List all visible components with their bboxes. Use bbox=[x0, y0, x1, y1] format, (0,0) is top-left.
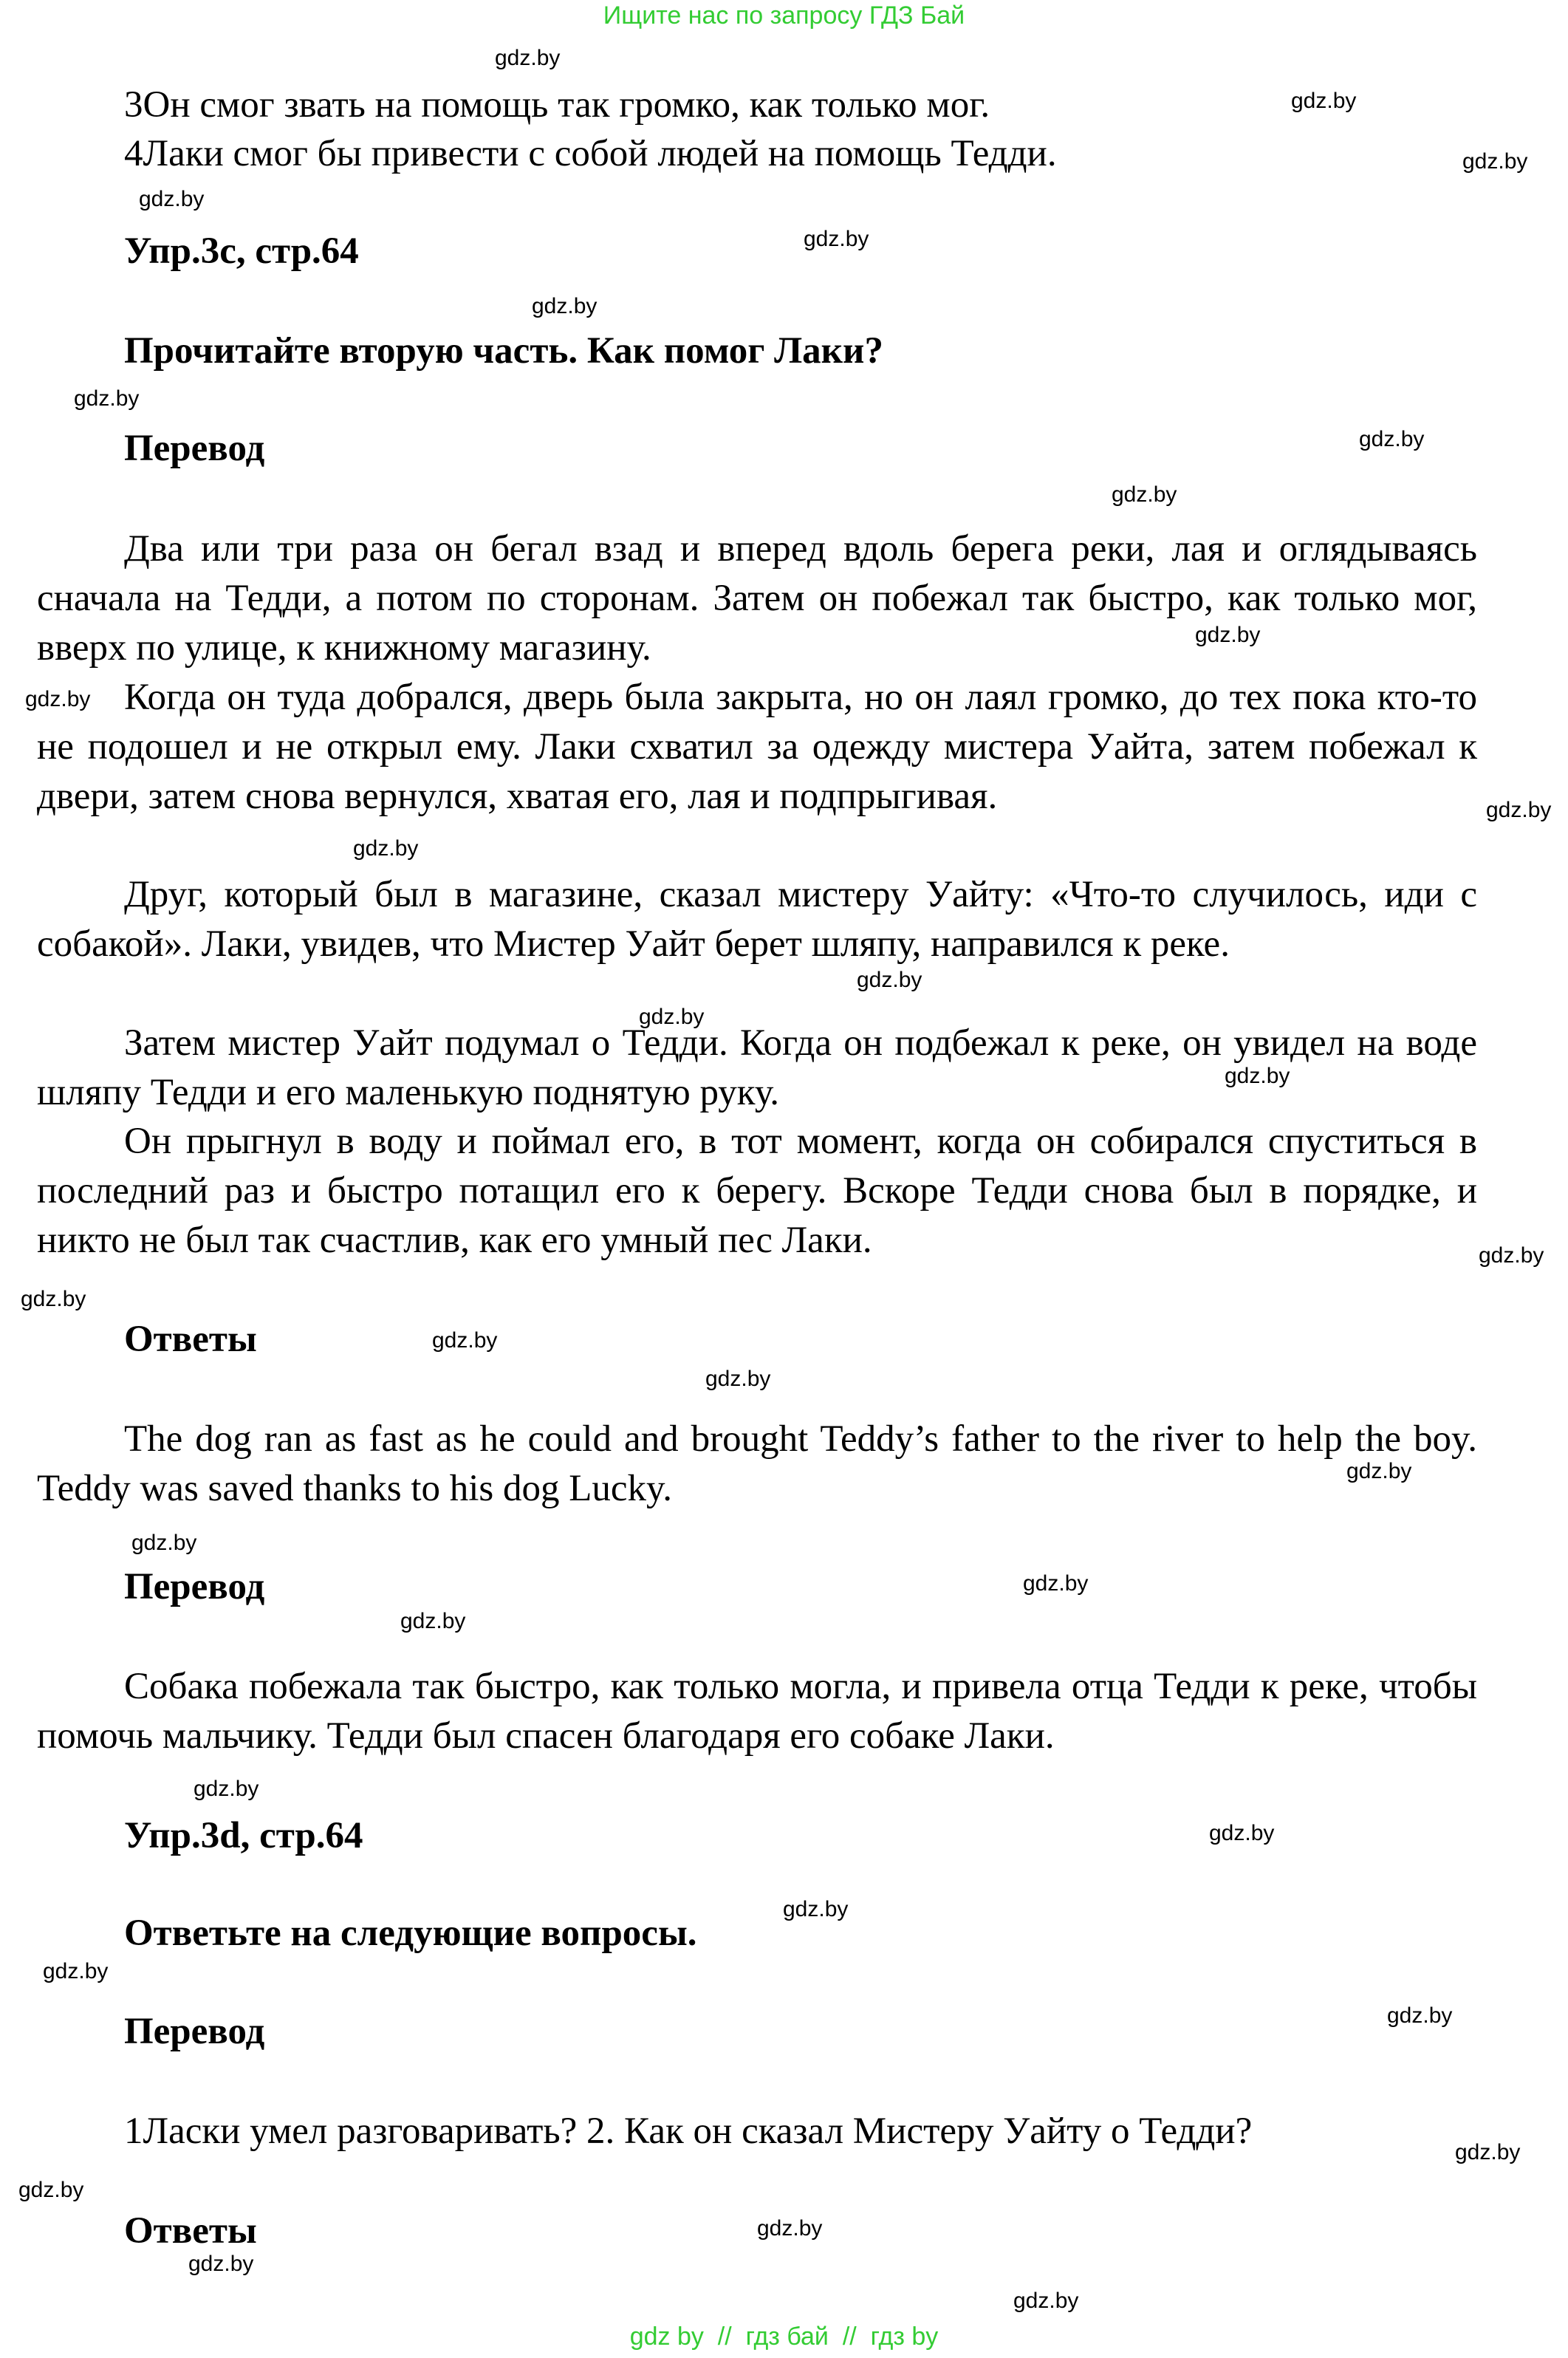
translation-heading: Перевод bbox=[124, 1566, 265, 1607]
questions-line: 1Ласки умел разговаривать? 2. Как он сказал Мистеру Уайту о Тедди? bbox=[124, 2111, 1253, 2152]
watermark: gdz.by bbox=[1462, 149, 1528, 174]
watermark: gdz.by bbox=[1209, 1821, 1275, 1845]
watermark: gdz.by bbox=[1195, 623, 1261, 647]
watermark: gdz.by bbox=[1387, 2003, 1453, 2028]
watermark: gdz.by bbox=[1112, 482, 1177, 507]
watermark: gdz.by bbox=[400, 1609, 466, 1633]
watermark: gdz.by bbox=[131, 1531, 197, 1555]
story-paragraph: Затем мистер Уайт подумал о Тедди. Когда он подбежал к реке, он увидел на воде шляпу Тедди и его маленькую поднятую руку. bbox=[37, 1022, 1477, 1113]
watermark: gdz.by bbox=[74, 386, 140, 411]
bottom-banner[interactable]: gdz by // гдз бай // гдз by bbox=[629, 2323, 939, 2351]
watermark: gdz.by bbox=[18, 2178, 84, 2202]
story-paragraph: Когда он туда добрался, дверь была закрыта, но он лаял громко, до тех пока кто-то не подошел и не открыл ему. Лаки схватил за одежду мистера Уайта, затем побежал к двери, затем снова вернулся, хватая его, лая и подпрыгивая. bbox=[37, 677, 1477, 817]
watermark: gdz.by bbox=[1291, 89, 1357, 113]
watermark: gdz.by bbox=[43, 1959, 109, 1983]
watermark: gdz.by bbox=[857, 968, 922, 992]
translation-heading: Перевод bbox=[124, 428, 265, 469]
watermark: gdz.by bbox=[432, 1328, 498, 1353]
top-banner[interactable]: Ищите нас по запросу ГДЗ Бай bbox=[603, 1, 965, 30]
answers-heading: Ответы bbox=[124, 1319, 257, 1360]
watermark: gdz.by bbox=[705, 1367, 771, 1391]
watermark: gdz.by bbox=[1346, 1459, 1412, 1483]
watermark: gdz.by bbox=[1225, 1064, 1290, 1088]
watermark: gdz.by bbox=[639, 1005, 705, 1029]
watermark: gdz.by bbox=[1359, 427, 1425, 451]
story-paragraph: Два или три раза он бегал взад и вперед вдоль берега реки, лая и оглядываясь сначала на Тедди, а потом по сторонам. Затем он побежал так быстро, как только мог, вверх по улице, к книжному магазину. bbox=[37, 528, 1477, 669]
translation-heading: Перевод bbox=[124, 2011, 265, 2052]
watermark: gdz.by bbox=[1023, 1571, 1089, 1596]
exercise-3d-task: Ответьте на следующие вопросы. bbox=[124, 1913, 697, 1954]
exercise-3d-title: Упр.3d, стр.64 bbox=[124, 1815, 363, 1856]
answers-heading: Ответы bbox=[124, 2210, 257, 2252]
answer-english: The dog ran as fast as he could and brought Teddy’s father to the river to help the boy. Teddy was saved thanks to his dog Lucky. bbox=[37, 1418, 1477, 1509]
watermark: gdz.by bbox=[139, 187, 205, 211]
watermark: gdz.by bbox=[194, 1777, 259, 1801]
watermark: gdz.by bbox=[804, 227, 869, 251]
watermark: gdz.by bbox=[757, 2216, 823, 2241]
story-paragraph: Он прыгнул в воду и поймал его, в тот момент, когда он собирался спуститься в последний раз и быстро потащил его к берегу. Вскоре Тедди снова был в порядке, и никто не был так счастлив, как его умный пес Лаки. bbox=[37, 1121, 1477, 1261]
story-paragraph: Друг, который был в магазине, сказал мистеру Уайту: «Что-то случилось, иди с собакой». Лаки, увидев, что Мистер Уайт берет шляпу, направился к реке. bbox=[37, 874, 1477, 965]
watermark: gdz.by bbox=[495, 46, 561, 70]
watermark: gdz.by bbox=[353, 836, 419, 861]
exercise-3c-title: Упр.3c, стр.64 bbox=[124, 230, 359, 272]
list-item: 3Он смог звать на помощь так громко, как только мог. bbox=[124, 84, 990, 126]
watermark: gdz.by bbox=[1486, 798, 1552, 822]
watermark: gdz.by bbox=[783, 1897, 849, 1921]
watermark: gdz.by bbox=[1455, 2140, 1521, 2164]
exercise-3c-task: Прочитайте вторую часть. Как помог Лаки? bbox=[124, 330, 883, 372]
watermark: gdz.by bbox=[532, 294, 598, 318]
watermark: gdz.by bbox=[188, 2252, 254, 2276]
watermark: gdz.by bbox=[21, 1287, 86, 1311]
list-item: 4Лаки смог бы привести с собой людей на помощь Тедди. bbox=[124, 133, 1057, 174]
watermark: gdz.by bbox=[1013, 2289, 1079, 2313]
watermark: gdz.by bbox=[1479, 1243, 1544, 1268]
watermark: gdz.by bbox=[25, 687, 91, 711]
answer-russian: Собака побежала так быстро, как только могла, и привела отца Тедди к реке, чтобы помочь мальчику. Тедди был спасен благодаря его собаке Лаки. bbox=[37, 1666, 1477, 1757]
